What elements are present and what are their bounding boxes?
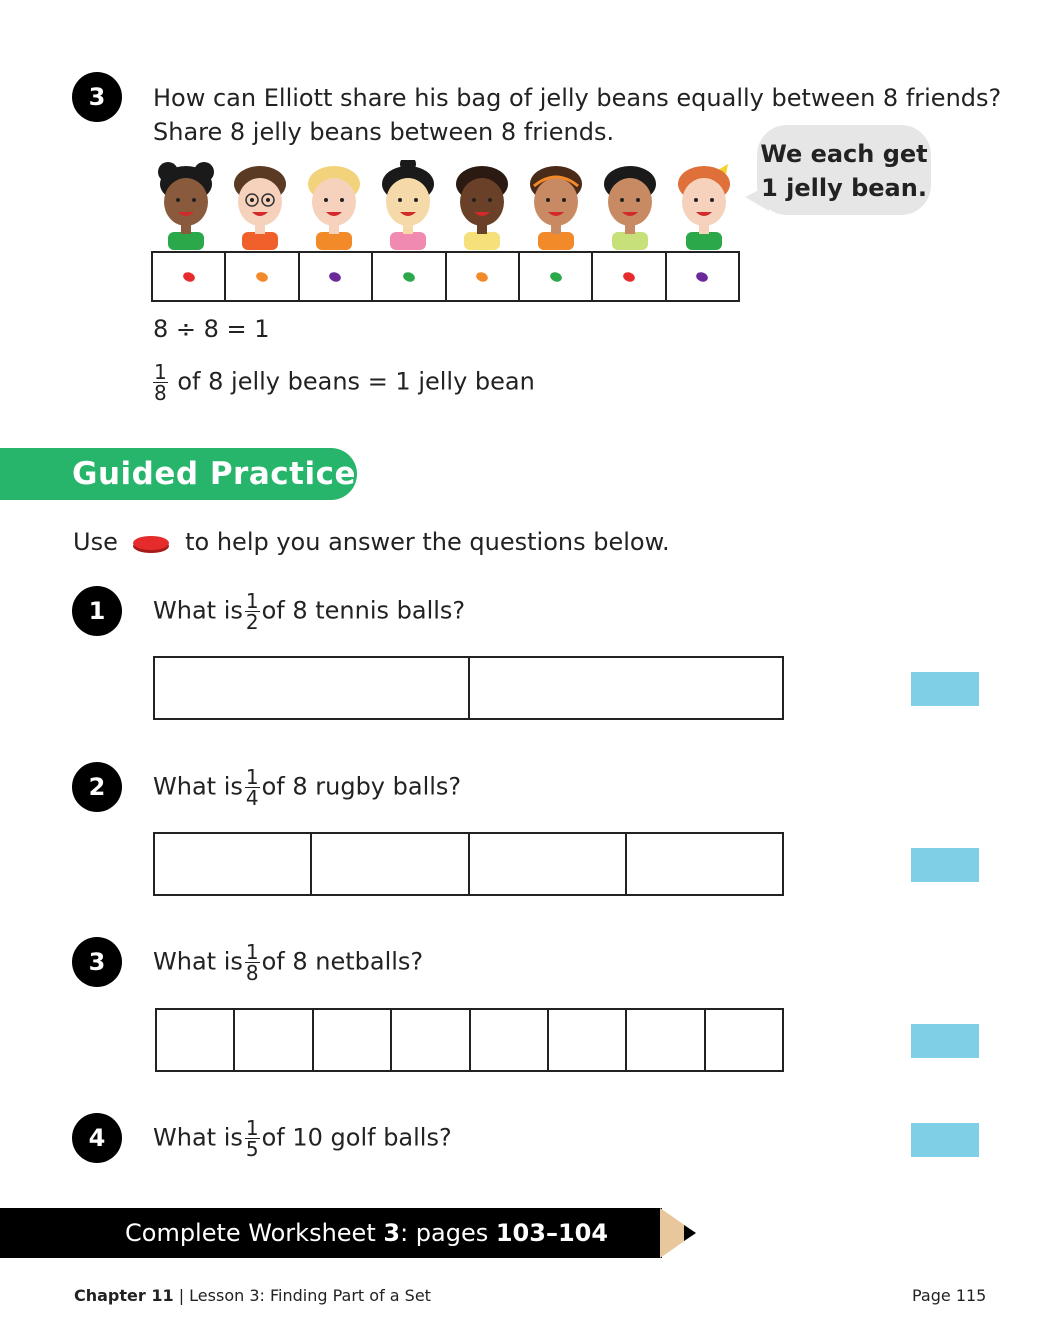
child-face-icon [450, 160, 514, 250]
grid-cell[interactable] [470, 834, 627, 894]
child-face-svg [302, 160, 366, 250]
grid-cell[interactable] [706, 1010, 782, 1070]
question-1-badge: 1 [72, 586, 122, 636]
example-question: How can Elliott share his bag of jelly beans equally between 8 friends? [153, 84, 1002, 112]
chapter-lesson-footer: Chapter 11 | Lesson 3: Finding Part of a Set [74, 1286, 431, 1305]
grid-cell[interactable] [314, 1010, 392, 1070]
jelly-bean-icon [475, 270, 489, 283]
grid-cell[interactable] [155, 834, 312, 894]
jelly-bean-grid [151, 251, 740, 302]
question-3-grid [155, 1008, 784, 1072]
question-3-answer-box[interactable] [911, 1024, 979, 1058]
bean-cell [226, 253, 299, 300]
fraction: $\frac{1}{8}$ [154, 360, 167, 405]
bean-cell [447, 253, 520, 300]
child-face-svg [524, 160, 588, 250]
example-instruction: Share 8 jelly beans between 8 friends. [153, 118, 615, 146]
guided-practice-banner: Guided Practice [0, 448, 357, 500]
grid-cell[interactable] [549, 1010, 627, 1070]
fraction: $\frac{1}{8}$ [245, 940, 259, 985]
bean-cell [520, 253, 593, 300]
bean-cell [593, 253, 666, 300]
example-number-badge: 3 [72, 72, 122, 122]
red-counter-icon [133, 536, 169, 550]
child-face-icon [598, 160, 662, 250]
grid-cell[interactable] [470, 658, 783, 718]
grid-cell[interactable] [627, 834, 782, 894]
child-face-svg [450, 160, 514, 250]
question-1-grid [153, 656, 784, 720]
jelly-bean-icon [402, 270, 416, 283]
child-face-icon [302, 160, 366, 250]
question-3-text: What is $\frac{1}{8}$ of 8 netballs? [153, 940, 424, 985]
child-face-svg [598, 160, 662, 250]
question-1-text: What is $\frac{1}{2}$ of 8 tennis balls? [153, 589, 466, 634]
question-2-text: What is $\frac{1}{4}$ of 8 rugby balls? [153, 765, 462, 810]
grid-cell[interactable] [471, 1010, 549, 1070]
child-face-icon [672, 160, 736, 250]
question-4-text: What is $\frac{1}{5}$ of 10 golf balls? [153, 1116, 452, 1161]
bean-cell [373, 253, 446, 300]
jelly-bean-icon [548, 270, 562, 283]
child-face-icon [154, 160, 218, 250]
question-3-badge: 3 [72, 937, 122, 987]
fraction: $\frac{1}{4}$ [245, 765, 259, 810]
child-face-svg [376, 160, 440, 250]
question-1-answer-box[interactable] [911, 672, 979, 706]
jelly-bean-icon [182, 270, 196, 283]
grid-cell[interactable] [392, 1010, 470, 1070]
child-face-icon [228, 160, 292, 250]
speech-bubble-text: We each get 1 jelly bean. [760, 140, 928, 202]
grid-cell[interactable] [627, 1010, 705, 1070]
bean-cell [153, 253, 226, 300]
division-equation: 8 ÷ 8 = 1 [153, 315, 270, 343]
grid-cell[interactable] [235, 1010, 313, 1070]
fraction: $\frac{1}{5}$ [245, 1116, 259, 1161]
child-face-svg [672, 160, 736, 250]
fraction-statement: $\frac{1}{8}$ of 8 jelly beans = 1 jelly bean [154, 360, 535, 405]
question-2-badge: 2 [72, 762, 122, 812]
question-2-answer-box[interactable] [911, 848, 979, 882]
fraction: $\frac{1}{2}$ [245, 589, 259, 634]
grid-cell[interactable] [312, 834, 469, 894]
jelly-bean-icon [695, 270, 709, 283]
worksheet-banner: Complete Worksheet 3: pages 103–104 [0, 1208, 662, 1258]
jelly-bean-icon [328, 270, 342, 283]
page-number: Page 115 [912, 1286, 987, 1305]
use-counters-instruction: Use to help you answer the questions below. [73, 528, 670, 556]
jelly-bean-icon [255, 270, 269, 283]
bean-cell [667, 253, 738, 300]
question-2-grid [153, 832, 784, 896]
question-4-answer-box[interactable] [911, 1123, 979, 1157]
question-4-badge: 4 [72, 1113, 122, 1163]
jelly-bean-icon [622, 270, 636, 283]
child-face-svg [154, 160, 218, 250]
child-face-svg [228, 160, 292, 250]
grid-cell[interactable] [157, 1010, 235, 1070]
bean-cell [300, 253, 373, 300]
grid-cell[interactable] [155, 658, 470, 718]
child-face-icon [524, 160, 588, 250]
pencil-lead-icon [684, 1225, 696, 1241]
child-face-icon [376, 160, 440, 250]
